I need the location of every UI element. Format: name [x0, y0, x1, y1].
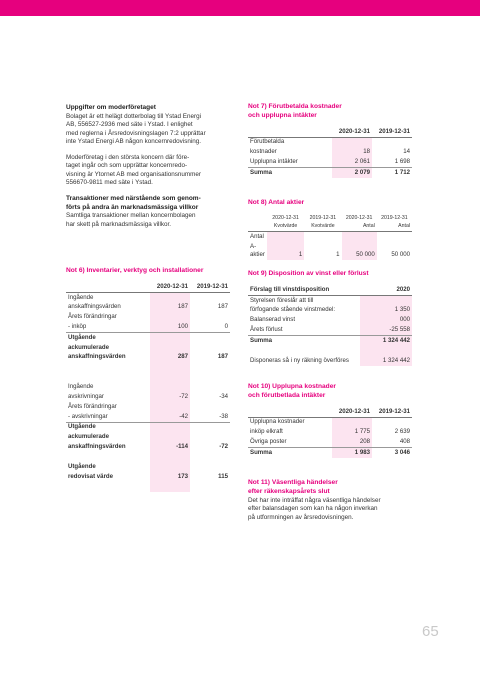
row-label: anskaffningsvärden: [68, 443, 126, 451]
note7-title: och upplupna intäkter: [248, 111, 317, 119]
note11-title: efter räkenskapsårets slut: [248, 487, 330, 495]
col-header: 2020-12-31: [272, 214, 299, 221]
row-label: Ingående: [68, 293, 94, 301]
row-label: Balanserad vinst: [250, 316, 296, 324]
cell-value: 1 350: [360, 306, 412, 316]
row-label: förfogande stående vinstmedel:: [250, 306, 336, 314]
col-header: Kvotvärde: [273, 223, 298, 230]
note11-section: [248, 479, 412, 522]
note9-section: [248, 270, 412, 366]
note6-title: Not 6) Inventarier, verktyg och installationer: [66, 267, 204, 274]
text-line: på utformningen av årsredovisningen.: [248, 513, 354, 521]
cell-value: 1: [336, 250, 340, 258]
note9-title: Not 9) Disposition av vinst eller förlust: [248, 270, 369, 277]
cell-value: 1 775: [332, 427, 372, 437]
row-label: Övriga poster: [250, 438, 287, 446]
col-header: 2020-12-31: [345, 214, 373, 221]
cell-value: 115: [218, 472, 228, 480]
cell-value: 187: [217, 303, 228, 311]
note7-section: [248, 103, 412, 178]
cell-value: 3 046: [394, 448, 410, 456]
cell-value: 2 639: [394, 428, 410, 436]
note8-section: [248, 199, 412, 260]
note9-table: [248, 285, 412, 366]
row-label: Summa: [250, 168, 273, 176]
page-number: 65: [422, 623, 439, 640]
col-header: Kvotvärde: [311, 223, 335, 230]
row-label: Årets förändringar: [68, 313, 117, 321]
cell-value: 1 324 442: [360, 356, 412, 366]
row-label: Årets förlust: [250, 325, 283, 333]
cell-value: -25 558: [360, 325, 412, 335]
text-line: Samtliga transaktioner mellan koncernbolagen: [66, 212, 196, 220]
row-label: Ingående: [68, 383, 94, 391]
cell-value: -72: [219, 443, 228, 451]
row-label: Förutbetalda: [250, 138, 285, 146]
cell-value: 14: [403, 148, 410, 156]
row-label: - inköp: [68, 322, 87, 330]
row-label: anskaffningsvärden: [68, 353, 126, 361]
row-label: Upplupna kostnader: [250, 418, 305, 426]
row-label: anskaffningsvärden: [68, 303, 121, 311]
col-header: 2019-12-31: [381, 214, 408, 221]
row-label: Utgående: [68, 423, 96, 431]
text-line: med reglerna i Årsredovisningslagen 7:2 upprättar: [66, 129, 206, 137]
col-header: Antal: [362, 223, 375, 230]
row-label: Summa: [250, 448, 273, 456]
cell-value: -72: [150, 392, 190, 402]
row-label: - avskrivningar: [68, 412, 108, 420]
cell-value: 1 698: [394, 158, 410, 166]
text-line: efter balansdagen som kan ha någon inverkan: [248, 505, 378, 513]
note6-table: [66, 282, 230, 492]
note10-table: [248, 407, 412, 458]
col-header: 2019-12-31: [378, 407, 410, 415]
row-label: inköp elkraft: [250, 428, 283, 436]
cell-value: 50 000: [391, 250, 410, 258]
cell-value: 0: [224, 322, 228, 330]
cell-value: -34: [219, 393, 228, 400]
text-line: inte Ystad Energi AB någon koncernredovisning.: [66, 138, 202, 146]
row-label: Upplupna intäkter: [250, 158, 298, 166]
row-label: ackumulerade: [68, 343, 109, 351]
text-line: AB, 556527-2936 med säte i Ystad. I enlighet: [66, 121, 193, 129]
header-bar: [0, 0, 480, 16]
row-label: redovisat värde: [68, 472, 114, 480]
cell-value: 1 712: [394, 168, 410, 176]
row-label: Årets förändringar: [68, 402, 117, 410]
row-label: Disponeras så i ny räkning överföres: [250, 356, 349, 364]
related-transactions-heading: förts på andra än marknadsmässiga villkor: [66, 203, 199, 211]
row-label: Summa: [250, 336, 273, 344]
note6-section: [66, 267, 230, 492]
cell-value: 2 061: [332, 157, 372, 167]
note10-title: Not 10) Upplupna kostnader: [248, 383, 336, 390]
row-label: Utgående: [68, 333, 96, 341]
text-line: taget ingår och som upprättar koncernredo-: [66, 162, 188, 170]
cell-value: 18: [332, 147, 372, 157]
row-label: Antal: [250, 232, 264, 240]
text-line: Moderföretag i den största koncern där före-: [66, 153, 190, 161]
parent-company-heading: Uppgifter om moderföretaget: [66, 104, 156, 111]
row-label: kostnader: [250, 148, 277, 156]
cell-value: 1 324 442: [360, 335, 412, 345]
col-header: 2019-12-31: [309, 214, 337, 221]
cell-value: 173: [150, 472, 190, 482]
row-label: avskrivningar: [68, 393, 104, 400]
cell-value: 187: [217, 353, 228, 361]
related-transactions-heading: Transaktioner med närstående som genom-: [66, 194, 201, 202]
cell-value: 100: [150, 322, 190, 332]
text-line: 556670-9811 med säte i Ystad.: [66, 179, 153, 187]
note7-title: Not 7) Förutbetalda kostnader: [248, 103, 342, 110]
col-header: 2019-12-31: [378, 127, 410, 135]
cell-value: 50 000: [342, 242, 377, 260]
col-header: Antal: [398, 223, 410, 230]
col-header: Förslag till vinstdisposition: [250, 285, 330, 293]
cell-value: -114: [150, 442, 190, 452]
text-line: Bolaget är ett helägt dotterbolag till Ystad Energi: [66, 112, 202, 120]
col-header: 2019-12-31: [196, 282, 228, 290]
cell-value: -38: [219, 412, 228, 420]
row-label: Styrelsen föreslår att till: [250, 296, 314, 304]
cell-value: 1 983: [332, 448, 372, 458]
note8-table: [248, 214, 412, 260]
note10-section: [248, 383, 412, 458]
note8-title: Not 8) Antal aktier: [248, 199, 305, 206]
note10-title: och förutbetlada intäkter: [248, 391, 326, 399]
col-header: 2020-12-31: [338, 127, 370, 135]
row-label: Utgående: [68, 462, 96, 470]
cell-value: 000: [360, 315, 412, 325]
row-label: A-aktier: [250, 242, 265, 258]
cell-value: 208: [332, 437, 372, 447]
text-line: Det har inte inträffat några väsentliga händelser: [248, 496, 381, 504]
col-header: 2020-12-31: [338, 407, 370, 415]
col-header: 2020-12-31: [156, 282, 188, 290]
col-header: 2020: [396, 285, 410, 293]
cell-value: 408: [399, 438, 410, 446]
left-column: [66, 104, 230, 229]
cell-value: 287: [150, 353, 190, 363]
note11-title: Not 11) Väsentliga händelser: [248, 479, 338, 486]
cell-value: 187: [150, 303, 190, 313]
text-line: har skett på marknadsmässiga villkor.: [66, 220, 171, 228]
row-label: ackumulerade: [68, 433, 109, 441]
text-line: visning är Ytornet AB med organisationsnummer: [66, 170, 201, 178]
note7-table: [248, 127, 412, 178]
cell-value: -42: [150, 412, 190, 422]
cell-value: 2 079: [332, 168, 372, 178]
cell-value: 1: [267, 242, 304, 260]
